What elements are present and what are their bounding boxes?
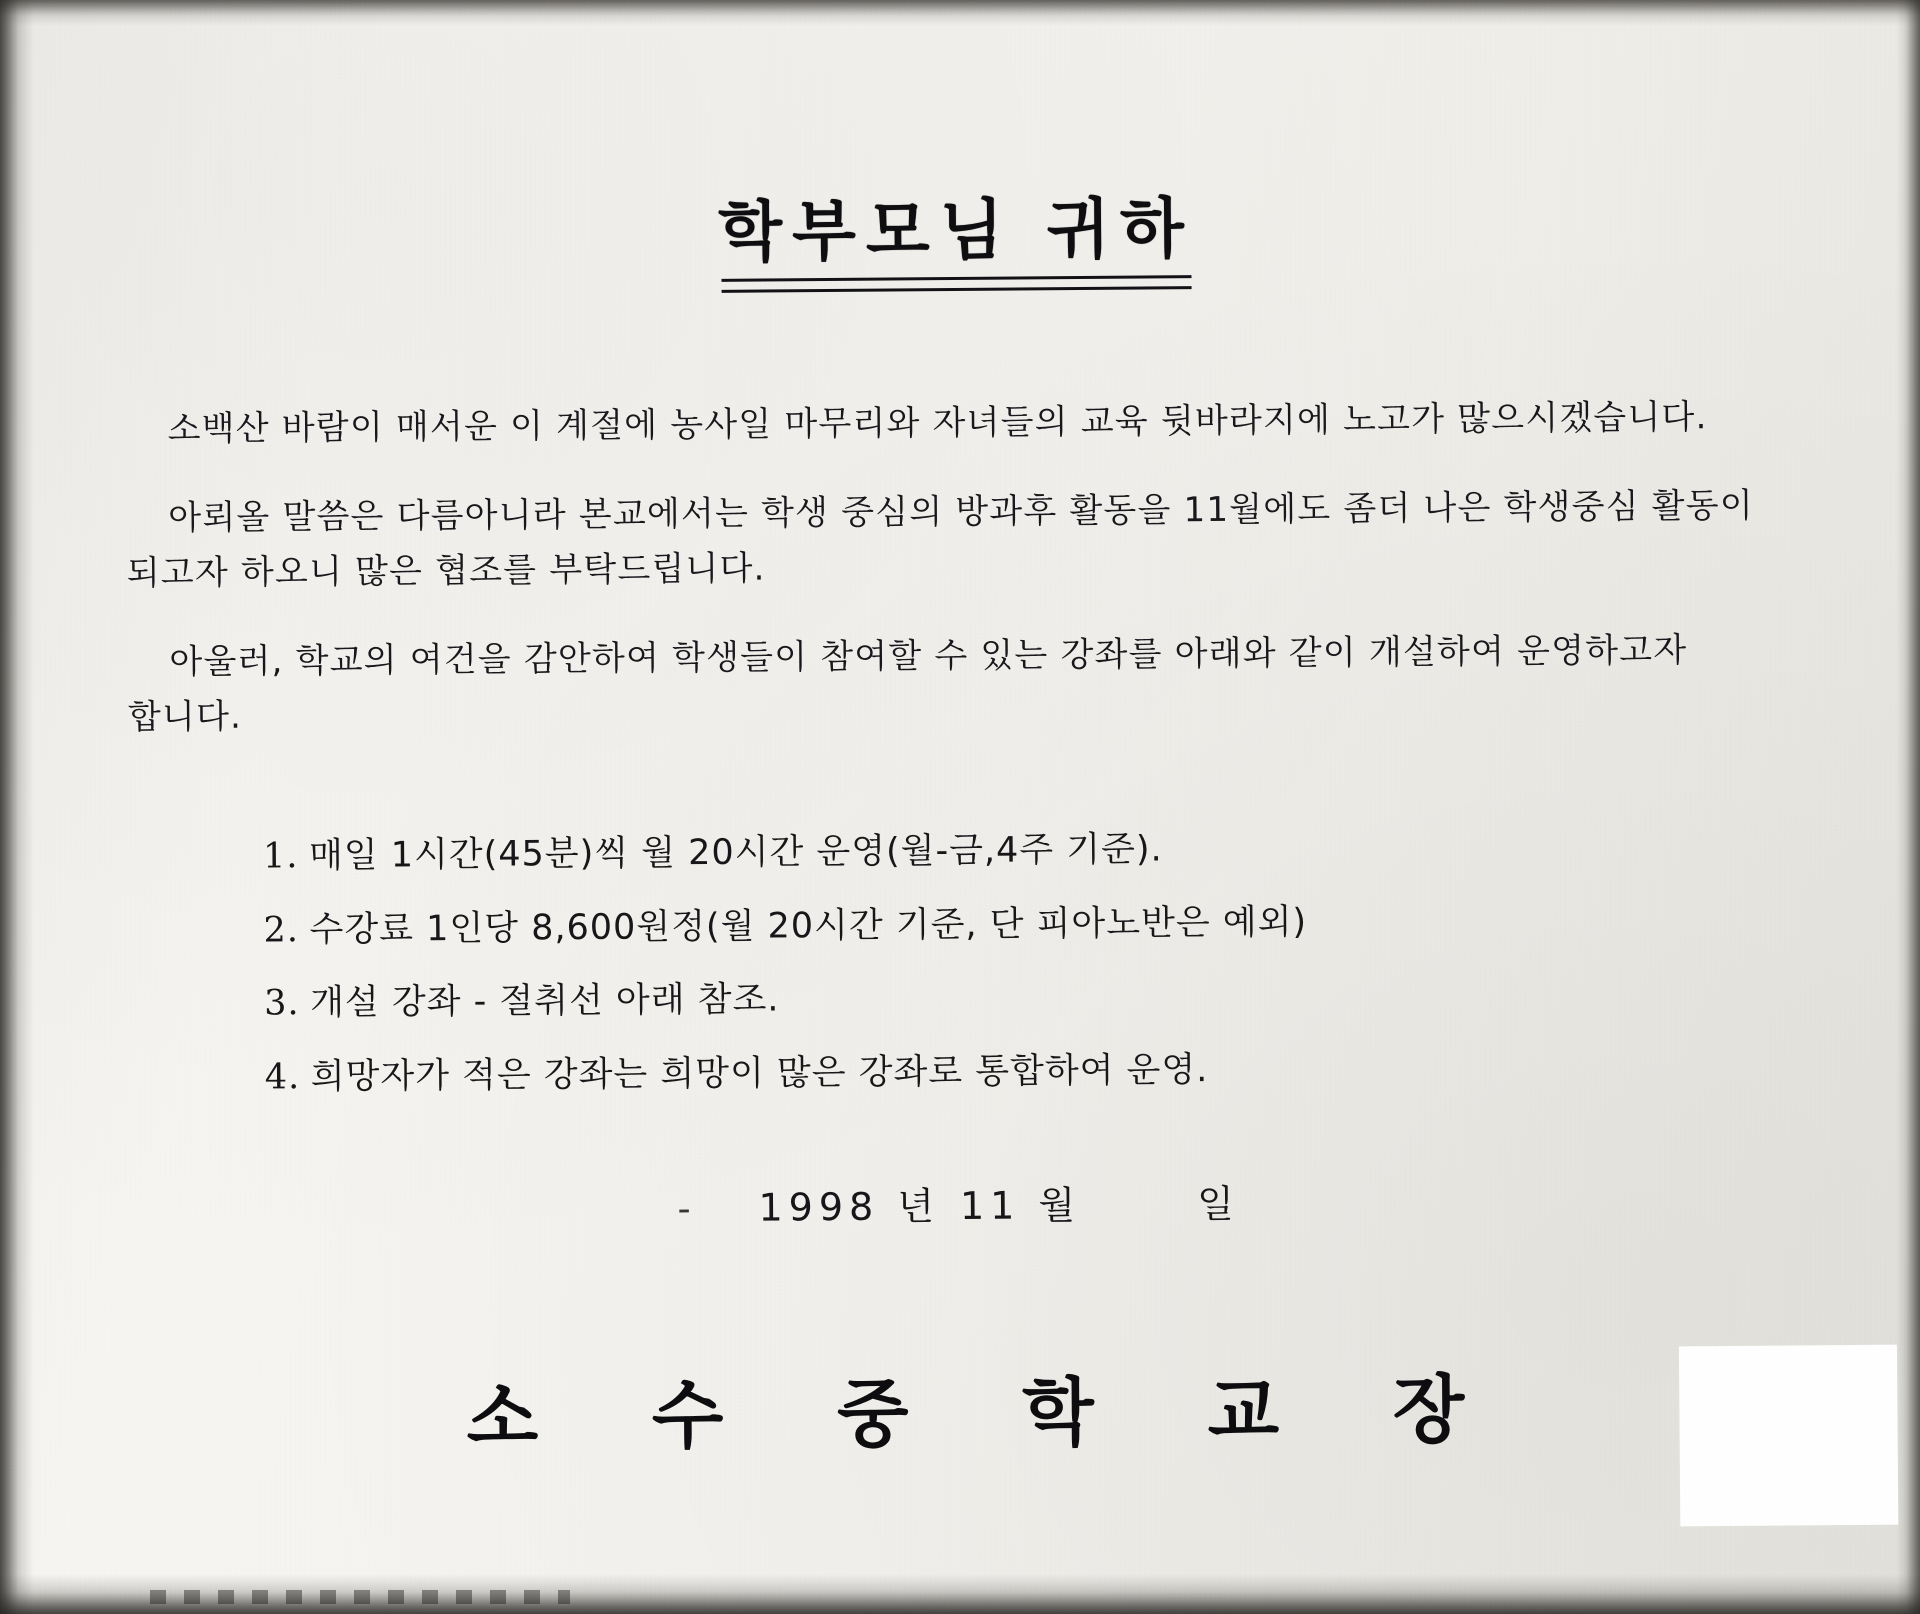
page-title: 학부모님 귀하 <box>718 190 1195 271</box>
list-item-number: 2. <box>263 909 300 950</box>
list-item <box>265 1046 1765 1096</box>
paragraph-3: 아울러, 학교의 여건을 감안하여 학생들이 참여할 수 있는 강좌를 아래와 같이 개설하여 운영하고자 합니다. <box>127 630 1688 738</box>
bottom-edge-marks <box>150 1590 570 1604</box>
list-item-number: 4. <box>264 1056 301 1097</box>
date-line <box>4 1167 1920 1237</box>
title-block <box>0 188 1917 298</box>
paragraph-1: 소백산 바람이 매서운 이 계절에 농사일 마무리와 자녀들의 교육 뒷바라지에 노고가 많으시겠습니다. <box>167 397 1708 450</box>
redaction-patch <box>1679 1345 1898 1527</box>
date-dash: - <box>677 1186 697 1231</box>
list-item <box>263 899 1763 949</box>
paragraph-2: 아뢰올 말씀은 다름아니라 본교에서는 학생 중심의 방과후 활동을 11월에도 좀더 나은 학생중심 활동이 되고자 하오니 많은 협조를 부탁드립니다. <box>126 485 1755 594</box>
signature-school-principal: 소 수 중 학 교 장 <box>466 1366 1509 1461</box>
list-item <box>263 826 1763 876</box>
list-item-number: 1. <box>262 836 299 877</box>
list-item-number: 3. <box>263 983 300 1024</box>
date-month: 11 월 <box>959 1183 1082 1229</box>
list-item-text: 수강료 1인당 8,600원정(월 20시간 기준, 단 피아노반은 예외) <box>309 901 1308 950</box>
date-year: 1998 년 <box>758 1184 941 1230</box>
date-day-blank <box>1091 1217 1187 1218</box>
list-item <box>264 973 1764 1023</box>
list-item-text: 개설 강좌 - 절취선 아래 참조. <box>309 979 780 1024</box>
numbered-notice-list <box>263 826 1765 1132</box>
body-paragraphs <box>125 355 1808 758</box>
list-item-text: 희망자가 적은 강좌는 희망이 많은 강좌로 통합하여 운영. <box>310 1049 1209 1097</box>
date-day-unit: 일 <box>1196 1181 1241 1227</box>
title-double-rule <box>721 275 1191 293</box>
list-item-text: 매일 1시간(45분)씩 월 20시간 운영(월-금,4주 기준). <box>308 829 1163 877</box>
